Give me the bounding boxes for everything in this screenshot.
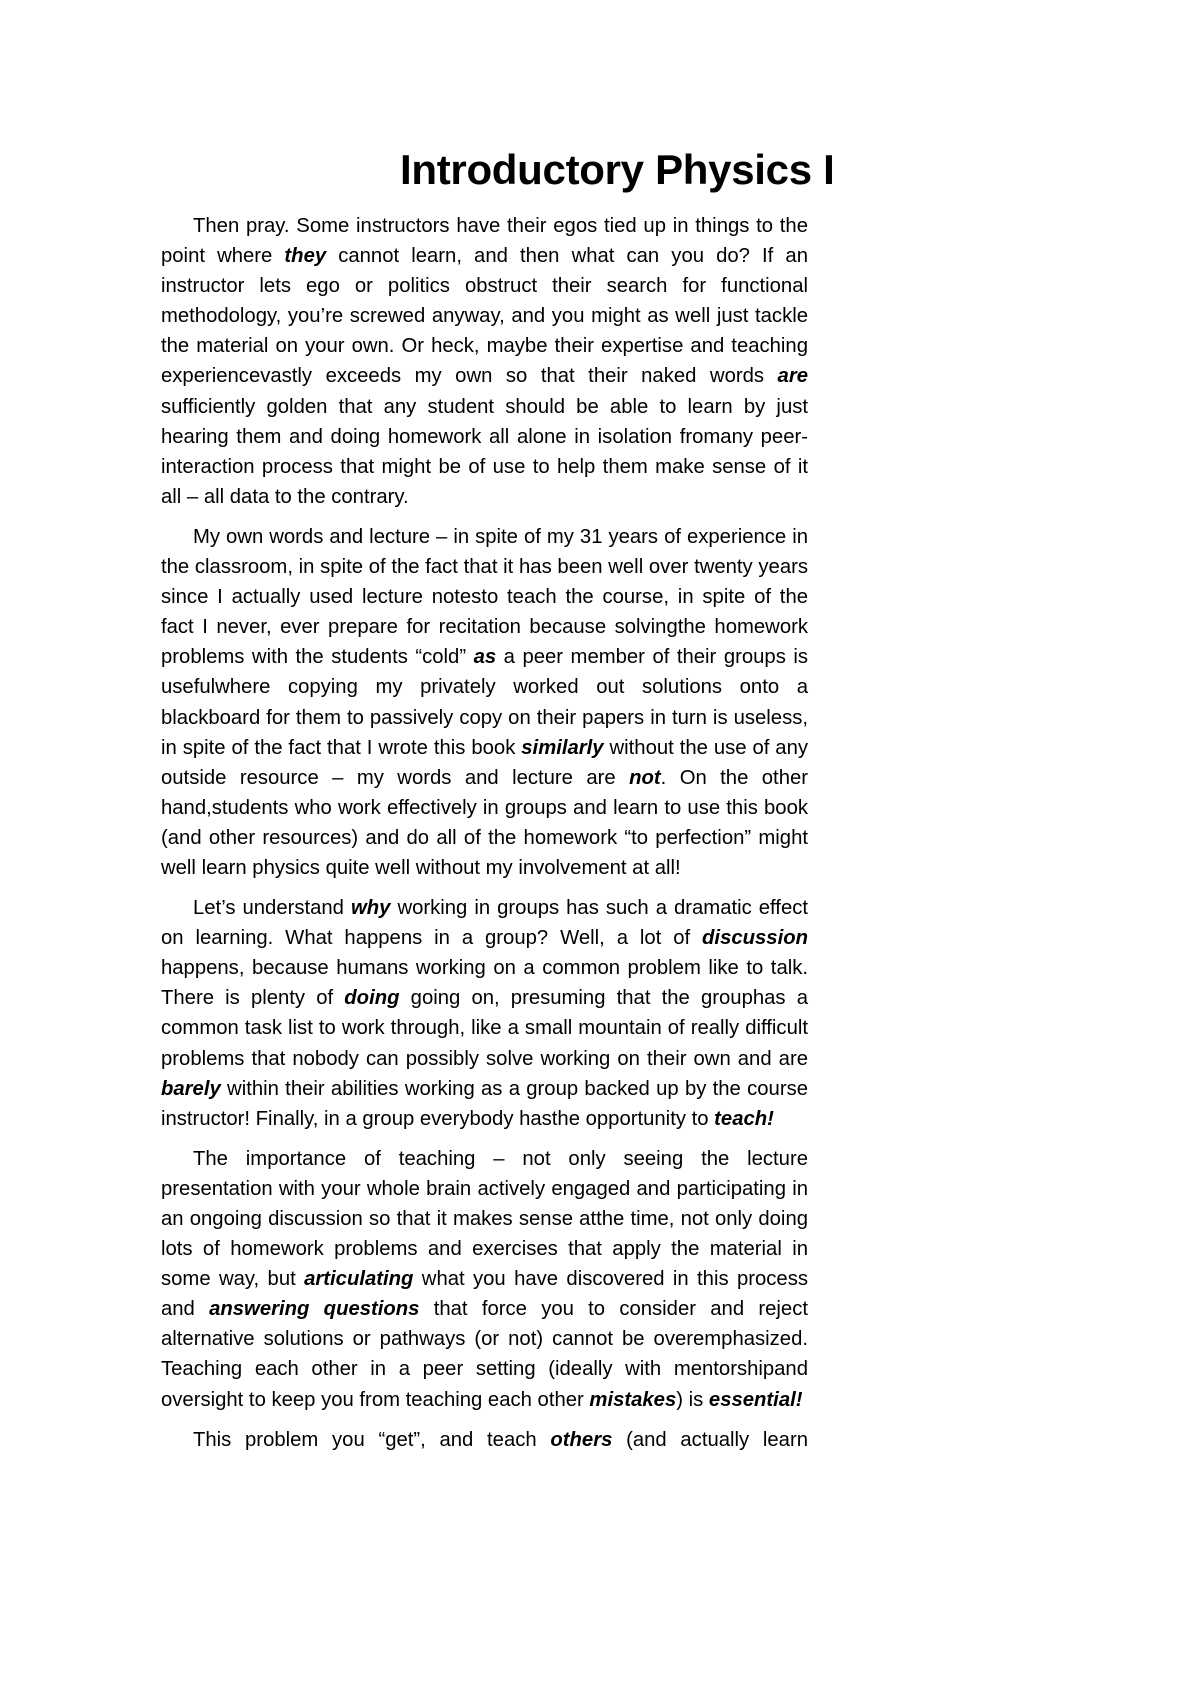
paragraph-3 [161, 893, 808, 1134]
emphasized-text: barely [161, 1077, 221, 1100]
emphasized-text: answering questions [209, 1298, 420, 1321]
text-run: My own words and lecture – in spite of my 31 years of experience in the classroom, in spite of the fact that it has been well over twenty years since I actually used lecture notesto teach the course, in spite of the fact I never, ever prepare for recitation because solvingthe homework problems with the students “cold” [161, 525, 808, 669]
text-run: This problem you “get”, and teach [193, 1428, 551, 1451]
text-run: happens, because humans working on a common problem like to talk. There is plenty of [161, 957, 808, 1010]
emphasized-text: not [629, 766, 661, 789]
emphasized-text: they [284, 245, 327, 268]
page-title: Introductory Physics I [400, 146, 835, 193]
text-run: Then pray. Some instructors have their egos tied up in things to the point where [161, 215, 808, 268]
text-run: The importance of teaching – not only seeing the lecture presentation with your whole brain actively engaged and participating in an ongoing discussion so that it makes sense atthe time, not only doing lots of homework problems and exercises that apply the material in some way, but [161, 1147, 808, 1291]
emphasized-text: doing [344, 987, 400, 1010]
text-run: within their abilities working as a group backed up by the course instructor! Finally, in a group everybody hasthe opportunity to [161, 1077, 808, 1130]
body-text [161, 211, 808, 1465]
text-run: ) is [676, 1388, 709, 1411]
text-run: (and actually learn [612, 1428, 808, 1451]
emphasized-text: are [777, 365, 808, 388]
paragraph-1 [161, 211, 808, 512]
emphasized-text: as [473, 646, 497, 669]
text-run: sufficiently golden that any student should be able to learn by just hearing them and doing homework all alone in isolation fromany peer-interaction process that might be of use to help them make sense of it all – all data to the contrary. [161, 395, 808, 508]
text-run: without the use of any outside resource – my words and lecture are [161, 736, 808, 789]
emphasized-text: essential! [708, 1388, 803, 1411]
emphasized-text: discussion [702, 927, 808, 950]
text-run: going on, presuming that the grouphas a common task list to work through, like a small mountain of really difficult problems that nobody can possibly solve working on their own and are [161, 987, 808, 1070]
emphasized-text: mistakes [589, 1388, 677, 1411]
emphasized-text: others [550, 1428, 613, 1451]
text-run: that force you to consider and reject alternative solutions or pathways (or not) cannot be overemphasized. Teaching each other in a peer setting (ideally with mentorshipand oversight to keep you from teaching each other [161, 1298, 808, 1411]
text-run: cannot learn, and then what can you do? If an instructor lets ego or politics obstruct their search for functional methodology, you’re screwed anyway, and you might as well just tackle the material on your own. Or heck, maybe their expertise and teaching experiencevastly exceeds my own so that their naked words [161, 245, 808, 388]
text-run: what you have discovered in this process and [161, 1268, 808, 1321]
emphasized-text: why [350, 897, 391, 920]
emphasized-text: articulating [304, 1268, 414, 1291]
text-run: working in groups has such a dramatic effect on learning. What happens in a group? Well, a lot of [161, 897, 808, 950]
text-run: . On the other hand,students who work effectively in groups and learn to use this book (and other resources) and do all of the homework “to perfection” might well learn physics quite well without my involvement at all! [161, 766, 809, 879]
paragraph-2 [161, 522, 808, 883]
paragraph-4 [161, 1144, 808, 1415]
emphasized-text: similarly [521, 736, 604, 759]
emphasized-text: teach! [714, 1107, 774, 1130]
text-run: Let’s understand [193, 897, 351, 920]
text-run: a peer member of their groups is usefulwhere copying my privately worked out solutions onto a blackboard for them to passively copy on their papers in turn is useless, in spite of the fact that I wrote this book [161, 646, 808, 759]
paragraph-5 [161, 1425, 808, 1455]
